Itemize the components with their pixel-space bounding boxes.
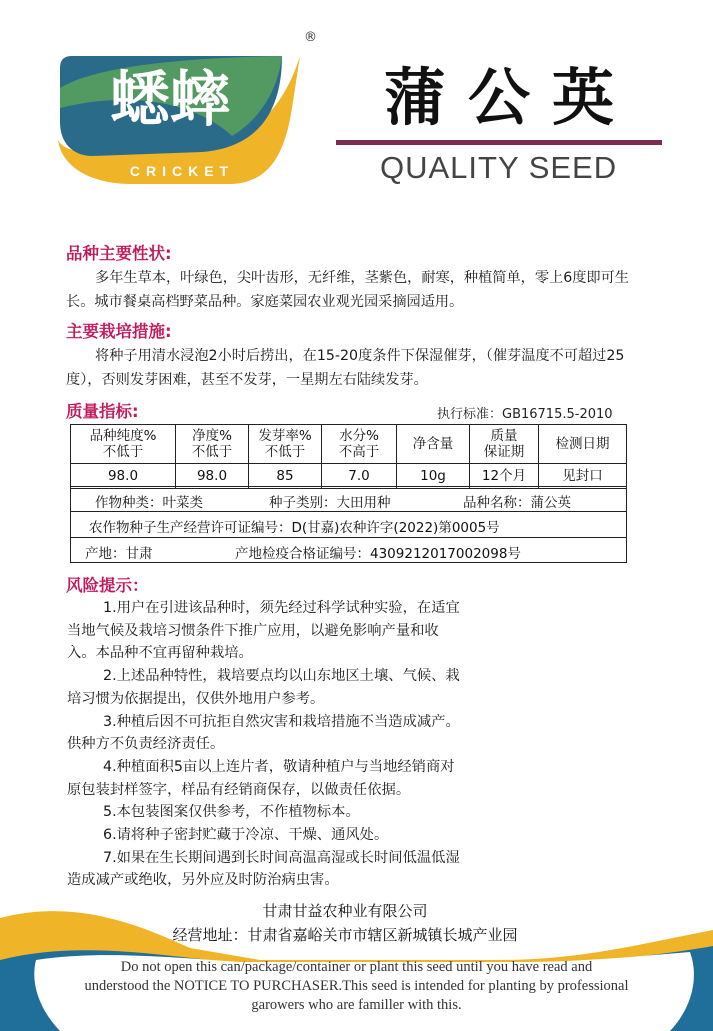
risk-item: 1.用户在引进该品种时，须先经过科学试种实验，在适宜当地气候及栽培习惯条件下推广应用，以避免影响产量和收入。本品种不宜再留种栽培。 — [67, 600, 460, 662]
value-net-content: 10g — [397, 464, 470, 489]
traits-text: 多年生草本，叶绿色，尖叶齿形，无纤维，茎紫色，耐寒，种植简单，零上6度即可生长。城市餐桌高档野菜品种。家庭菜园农业观光园采摘园适用。 — [66, 270, 629, 310]
notice-line: Do not open this can/package/container or plant this seed until you have read and — [120, 959, 593, 975]
header-moisture: 水分% 不高于 — [322, 425, 397, 464]
origin: 产地：甘肃 — [85, 546, 153, 562]
license-number: 农作物种子生产经营许可证编号：D(甘嘉)农种许字(2022)第0005号 — [89, 520, 500, 536]
product-name: 蒲公英 — [384, 61, 637, 134]
purchaser-notice — [20, 958, 693, 1015]
quarantine-number: 产地检疫合格证编号：4309212017002098号 — [235, 546, 521, 562]
value-cleanliness: 98.0 — [176, 464, 249, 489]
header-test-date: 检测日期 — [539, 425, 627, 464]
title-divider — [336, 140, 662, 145]
header-shelf-life: 质量 保证期 — [470, 425, 539, 464]
quality-seed-tagline: QUALITY SEED — [380, 150, 618, 185]
risk-list — [67, 597, 462, 892]
cricket-logo — [52, 48, 304, 188]
table-header-row — [71, 425, 627, 464]
quality-heading: 质量指标: — [66, 402, 139, 421]
risk-item: 7.如果在生长期间遇到长时间高温高湿或长时间低温低湿造成减产或绝收，另外应及时防治病虫害。 — [67, 849, 460, 889]
risk-heading: 风险提示： — [66, 576, 149, 595]
header-net-content: 净含量 — [397, 425, 470, 464]
execution-standard: 执行标准：GB16715.5-2010 — [437, 407, 613, 422]
risk-item: 4.种植面积5亩以上连片者，敬请种植户与当地经销商对原包装封样签字，样品有经销商保存，以做责任依据。 — [67, 758, 455, 798]
header-germination: 发芽率% 不低于 — [249, 425, 322, 464]
company-address: 经营地址：甘肃省嘉峪关市市辖区新城镇长城产业园 — [172, 926, 518, 944]
cultivation-text: 将种子用清水浸泡2小时后捞出，在15-20度条件下保湿催芽，（催芽温度不可超过25度），否则发芽困难，甚至不发芽，一星期左右陆续发芽。 — [66, 348, 625, 388]
notice-line: understood the NOTICE TO PURCHASER.This seed is intended for planting by professional — [84, 978, 629, 994]
cultivation-heading: 主要栽培措施: — [66, 322, 172, 341]
logo-en-text: CRICKET — [129, 163, 235, 179]
quality-table — [70, 424, 627, 489]
origin-row — [70, 537, 627, 563]
registered-mark: ® — [304, 30, 317, 45]
value-test-date: 见封口 — [539, 464, 627, 489]
header-purity: 品种纯度% 不低于 — [71, 425, 176, 464]
notice-line: garowers who are familler with this. — [251, 997, 462, 1013]
license-row — [70, 511, 627, 538]
value-shelf-life: 12个月 — [470, 464, 539, 489]
risk-item: 6.请将种子密封贮藏于冷凉、干燥、通风处。 — [103, 827, 389, 844]
risk-item: 5.本包装图案仅供参考，不作植物标本。 — [103, 804, 360, 821]
value-germination: 85 — [249, 464, 322, 489]
variety-name: 品种名称：蒲公英 — [463, 495, 571, 511]
logo-cn-text: 蟋蟀 — [110, 65, 230, 135]
risk-item: 2.上述品种特性，栽培要点均以山东地区土壤、气候、栽培习惯为依据提出，仅供外地用户参考。 — [67, 668, 460, 707]
seed-class: 种子类别：大田用种 — [269, 495, 391, 511]
company-name: 甘肃甘益农种业有限公司 — [262, 902, 428, 920]
table-value-row — [71, 464, 627, 489]
value-purity: 98.0 — [71, 464, 176, 489]
crop-info-row — [70, 486, 627, 512]
crop-type: 作物种类：叶菜类 — [95, 495, 203, 511]
header-cleanliness: 净度% 不低于 — [176, 425, 249, 464]
value-moisture: 7.0 — [322, 464, 397, 489]
traits-heading: 品种主要性状: — [66, 244, 172, 263]
risk-item: 3.种植后因不可抗拒自然灾害和栽培措施不当造成减产。供种方不负责经济责任。 — [67, 713, 460, 753]
